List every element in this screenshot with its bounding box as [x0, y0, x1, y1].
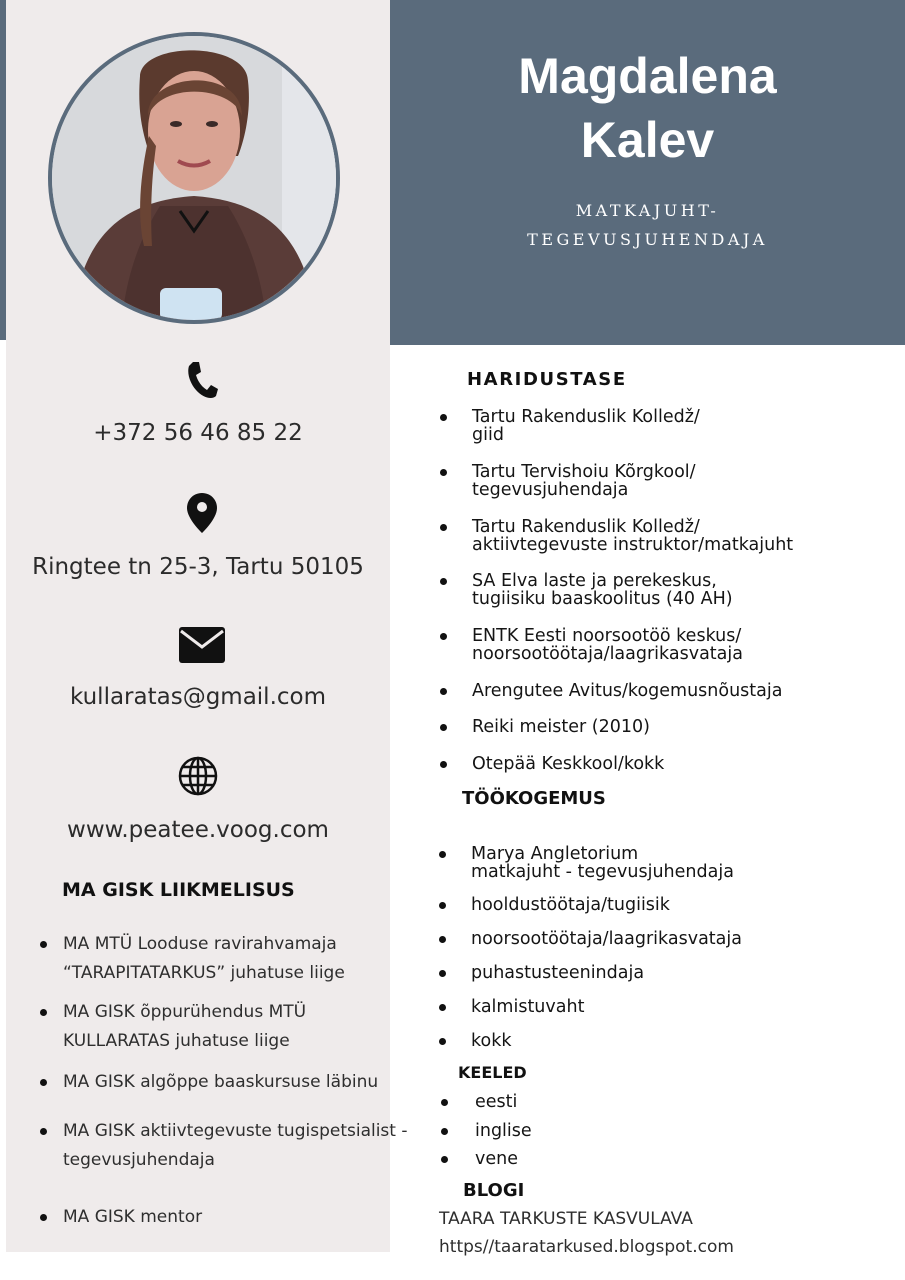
list-item-text: vene — [475, 1149, 518, 1169]
list-item-text: MA MTÜ Looduse ravirahvamaja “TARAPITATARKUS” juhatuse liige — [63, 934, 345, 983]
website-link[interactable]: www.peatee.voog.com — [67, 817, 329, 843]
list-item-text: ENTK Eesti noorsootöö keskus/ noorsootöötaja/laagrikasvataja — [472, 626, 743, 664]
education-title: HARIDUSTASE — [467, 369, 627, 390]
list-item-text: Marya Angletorium matkajuht - tegevusjuhendaja — [471, 844, 734, 882]
blog-url-link[interactable]: https//taaratarkused.blogspot.com — [439, 1237, 734, 1257]
list-item-text: Arengutee Avitus/kogemusnõustaja — [472, 681, 783, 701]
bullet — [439, 1038, 446, 1045]
list-item-text: MA GISK algõppe baaskursuse läbinu — [63, 1072, 379, 1092]
bullet — [440, 578, 447, 585]
phone-number[interactable]: +372 56 46 85 22 — [93, 420, 303, 446]
bullet — [439, 902, 446, 909]
bullet — [439, 851, 446, 858]
bullet — [40, 1079, 47, 1086]
bullet — [440, 633, 447, 640]
bullet — [441, 1128, 448, 1135]
list-item-text: eesti — [475, 1092, 518, 1112]
bullet — [440, 414, 447, 421]
list-item-text: Tartu Rakenduslik Kolledž/ aktiivtegevuste instruktor/matkajuht — [472, 517, 794, 555]
bullet — [439, 970, 446, 977]
list-item-text: Reiki meister (2010) — [472, 717, 650, 737]
list-item-text: puhastusteenindaja — [471, 963, 645, 983]
list-item-text: Tartu Tervishoiu Kõrgkool/ tegevusjuhendaja — [472, 462, 696, 500]
first-name: Magdalena — [518, 48, 777, 104]
bullet — [40, 1128, 47, 1135]
blog-title: BLOGI — [463, 1180, 525, 1201]
list-item-text: MA GISK õppurühendus MTÜ KULLARATAS juhatuse liige — [63, 1002, 307, 1051]
job-title-line1: MATKAJUHT- — [575, 201, 720, 220]
list-item-text: Otepää Keskkool/kokk — [472, 754, 665, 774]
experience-title: TÖÖKOGEMUS — [462, 788, 606, 809]
list-item-text: MA GISK mentor — [63, 1207, 203, 1227]
bullet — [440, 524, 447, 531]
phone-icon — [185, 360, 219, 400]
list-item-text: inglise — [475, 1121, 532, 1141]
bullet — [440, 724, 447, 731]
profile-photo — [48, 32, 340, 324]
list-item-text: Tartu Rakenduslik Kolledž/ giid — [472, 407, 700, 445]
envelope-icon — [178, 626, 226, 664]
location-pin-icon — [186, 492, 218, 534]
bullet — [439, 1004, 446, 1011]
address: Ringtee tn 25-3, Tartu 50105 — [32, 554, 364, 580]
bullet — [40, 1009, 47, 1016]
blog-name: TAARA TARKUSTE KASVULAVA — [439, 1209, 693, 1229]
list-item-text: kokk — [471, 1031, 512, 1051]
list-item-text: MA GISK aktiivtegevuste tugispetsialist - tegevusjuhendaja — [63, 1121, 408, 1170]
list-item-text: SA Elva laste ja perekeskus, tugiisiku baaskoolitus (40 AH) — [472, 571, 733, 609]
bullet — [441, 1099, 448, 1106]
bullet — [440, 469, 447, 476]
list-item-text: hooldustöötaja/tugiisik — [471, 895, 670, 915]
languages-title: KEELED — [458, 1063, 527, 1082]
list-item-text: noorsootöötaja/laagrikasvataja — [471, 929, 742, 949]
job-title-line2: TEGEVUSJUHENDAJA — [527, 230, 768, 249]
last-name: Kalev — [580, 112, 715, 168]
list-item-text: kalmistuvaht — [471, 997, 585, 1017]
bullet — [441, 1156, 448, 1163]
bullet — [40, 941, 47, 948]
bullet — [440, 761, 447, 768]
bullet — [440, 688, 447, 695]
email-address[interactable]: kullaratas@gmail.com — [69, 684, 327, 710]
globe-icon — [178, 756, 218, 796]
membership-title: MA GISK LIIKMELISUS — [62, 879, 295, 901]
bullet — [40, 1214, 47, 1221]
bullet — [439, 936, 446, 943]
